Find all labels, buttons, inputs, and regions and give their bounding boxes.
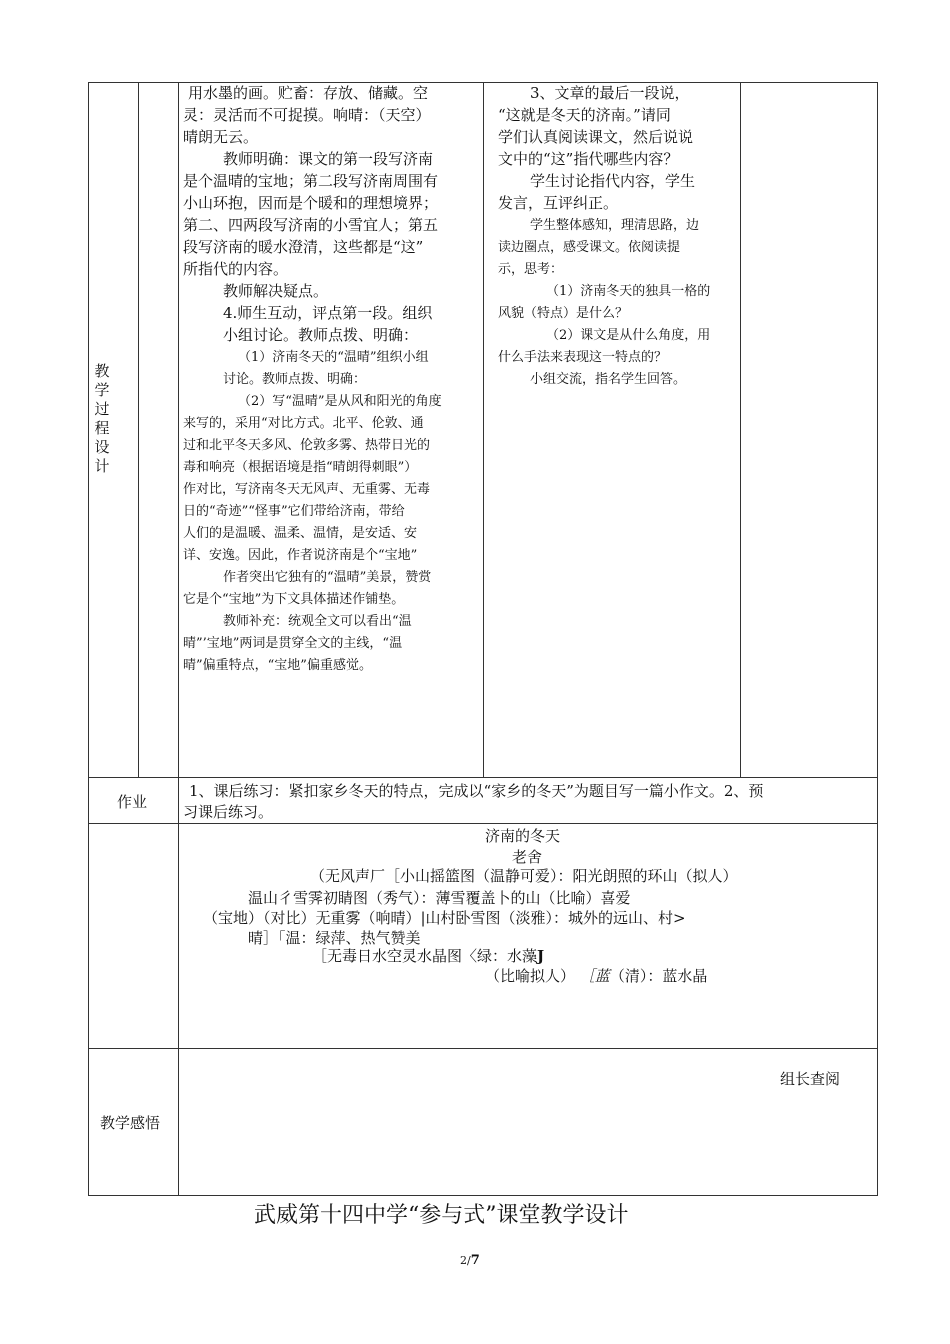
teacher-line: 来写的，采用“对比方式。北平、伦敦、通 xyxy=(183,416,424,431)
table-col-divider xyxy=(138,82,139,778)
student-line: （2）课文是从什么角度，用 xyxy=(546,328,711,343)
board-line-text: ［无毒日水空灵水晶图〈绿：水藻 xyxy=(312,947,538,965)
homework-text-line: 1、课后练习：紧扣家乡冬天的特点，完成以“家乡的冬天”为题目写一篇小作文。2、预 xyxy=(189,782,764,800)
homework-label: 作业 xyxy=(117,793,148,811)
board-line: 温山彳雪霁初睛图（秀气）：薄雪覆盖卜的山（比喻）喜爱 xyxy=(248,889,631,907)
student-line: 文中的“这”指代哪些内容？ xyxy=(498,150,679,168)
table-col-divider xyxy=(483,82,484,778)
teacher-line: 第二、四两段写济南的小雪宜人；第五 xyxy=(183,216,439,234)
teacher-line: 人们的是温暖、温柔、温情，是安适、安 xyxy=(183,526,418,541)
board-line xyxy=(485,965,707,987)
teacher-line: 段写济南的暖水澄清，这些都是“这” xyxy=(183,238,424,256)
teacher-line: 是个温晴的宝地；第二段写济南周围有 xyxy=(183,172,439,190)
student-line: “这就是冬天的济南。”请同 xyxy=(498,106,671,124)
reflection-label: 教学感悟 xyxy=(100,1114,161,1132)
board-line: （无风声厂［小山摇篮图（温静可爱）：阳光朗照的环山（拟人） xyxy=(310,867,738,885)
table-col-divider xyxy=(178,82,179,1196)
student-line: 3、文章的最后一段说， xyxy=(530,84,690,102)
teacher-line: 日的“奇迹”“怪事”它们带给济南，带给 xyxy=(183,504,405,519)
process-design-label: 教学过程设计 xyxy=(94,362,110,475)
page-current: 2 xyxy=(460,1254,467,1267)
teacher-line: 用水墨的画。贮畜：存放、储藏。空 xyxy=(188,84,429,102)
student-line: 发言，互评纠正。 xyxy=(498,194,619,212)
teacher-line: 晴朗无云。 xyxy=(183,128,259,146)
teacher-line: 过和北平冬天多风、伦敦多雾、热带日光的 xyxy=(183,438,431,453)
page-total: 7 xyxy=(470,1253,480,1268)
board-line-text: ［蓝 xyxy=(579,967,610,985)
board-author: 老舍 xyxy=(512,848,543,866)
student-line: 读边圈点，感受课文。依阅读提 xyxy=(498,240,681,255)
teacher-line: 详、安逸。因此，作者说济南是个“宝地” xyxy=(183,548,418,563)
board-line xyxy=(312,945,544,967)
teacher-line: 晴”偏重特点，“宝地”偏重感觉。 xyxy=(183,658,372,673)
table-border-bottom xyxy=(88,1195,878,1196)
teacher-line: 教师解决疑点。 xyxy=(223,282,329,300)
student-line: 示，思考： xyxy=(498,262,564,277)
teacher-line: 4.师生互动，评点第一段。组织 xyxy=(223,304,433,322)
table-border-left xyxy=(88,82,89,1196)
board-line: （宝地）（对比）无重雾（响晴）|山村卧雪图（淡雅）：城外的远山、村> xyxy=(203,909,686,927)
student-line: 风貌（特点）是什么？ xyxy=(498,306,629,321)
board-line-text: （清）：蓝水晶 xyxy=(609,967,708,985)
student-line: 什么手法来表现这一特点的？ xyxy=(498,350,668,365)
table-row-divider xyxy=(88,823,878,824)
teacher-line: 教师明确：课文的第一段写济南 xyxy=(223,150,434,168)
page-separator: / xyxy=(467,1254,471,1267)
teacher-line: 讨论。教师点拨、明确： xyxy=(223,372,367,387)
student-line: 小组交流，指名学生回答。 xyxy=(530,372,687,387)
board-line: 晴］「温：绿萍、热气赞美 xyxy=(248,929,421,947)
teacher-line: 所指代的内容。 xyxy=(183,260,289,278)
teacher-line: 作对比，写济南冬天无风声、无重雾、无毒 xyxy=(183,482,431,497)
student-line: （1）济南冬天的独具一格的 xyxy=(546,284,711,299)
teacher-line: 晴”’宝地”两词是贯穿全文的主线，“温 xyxy=(183,636,403,651)
table-border-right xyxy=(877,82,878,1196)
teacher-line: （2）写“温晴”是从风和阳光的角度 xyxy=(238,394,442,409)
student-line: 学生讨论指代内容，学生 xyxy=(530,172,696,190)
table-row-divider xyxy=(88,1048,878,1049)
teacher-line: 它是个“宝地”为下文具体描述作铺垫。 xyxy=(183,592,405,607)
page-number xyxy=(460,1253,480,1269)
table-col-divider xyxy=(740,82,741,778)
teacher-line: 灵：灵活而不可捉摸。响晴：（天空） xyxy=(183,106,431,124)
board-line-text: （比喻拟人） xyxy=(485,967,576,985)
student-line: 学生整体感知，理清思路，边 xyxy=(530,218,700,233)
teacher-line: 小山环抱，因而是个暖和的理想境界； xyxy=(183,194,439,212)
board-line-mark: J xyxy=(537,947,545,965)
student-line: 学们认真阅读课文，然后说说 xyxy=(498,128,694,146)
teacher-line: 作者突出它独有的“温晴”美景，赞赏 xyxy=(223,570,432,585)
teacher-line: 小组讨论。教师点拨、明确： xyxy=(223,326,419,344)
review-label: 组长查阅 xyxy=(780,1070,841,1088)
teacher-line: （1）济南冬天的“温晴”组织小组 xyxy=(238,350,429,365)
teacher-line: 毒和响亮（根据语境是指“晴朗得刺眼”） xyxy=(183,460,418,475)
footer-title: 武威第十四中学“参与式”课堂教学设计 xyxy=(254,1203,629,1228)
board-title: 济南的冬天 xyxy=(485,827,561,845)
homework-text-line: 习课后练习。 xyxy=(183,803,274,821)
teacher-line: 教师补充：统观全文可以看出“温 xyxy=(223,614,412,629)
